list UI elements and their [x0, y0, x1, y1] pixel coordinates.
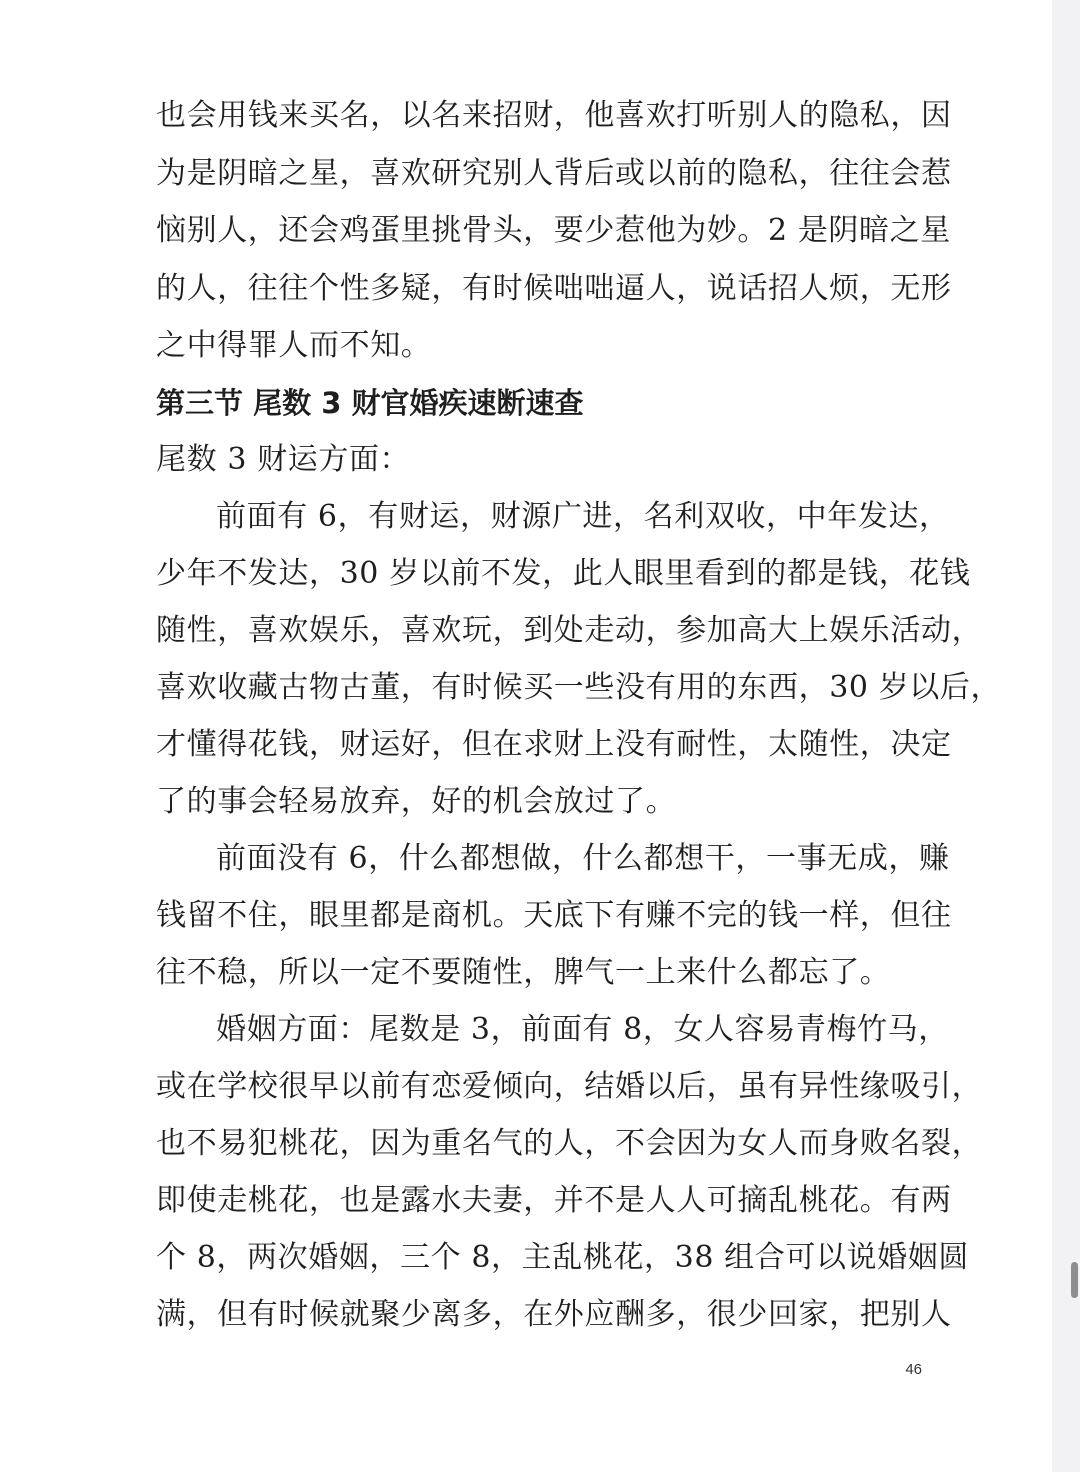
section-heading: 第三节 尾数 3 财官婚疾速断速查 [156, 386, 584, 420]
page-number: 46 [905, 1361, 922, 1378]
text-line: 的人，往往个性多疑，有时候咄咄逼人，说话招人烦，无形 [156, 271, 952, 306]
scrollbar-thumb[interactable] [1071, 1262, 1078, 1298]
text-line: 才懂得花钱，财运好，但在求财上没有耐性，太随性，决定 [156, 727, 952, 762]
text-line: 少年不发达，30 岁以前不发，此人眼里看到的都是钱，花钱 [156, 556, 971, 591]
text-line: 或在学校很早以前有恋爱倾向，结婚以后，虽有异性缘吸引， [156, 1069, 983, 1104]
scrollbar-track[interactable] [1052, 0, 1080, 1472]
text-line: 即使走桃花，也是露水夫妻，并不是人人可摘乱桃花。有两 [156, 1183, 952, 1218]
text-line: 个 8，两次婚姻，三个 8，主乱桃花，38 组合可以说婚姻圆 [156, 1240, 969, 1275]
text-line: 钱留不住，眼里都是商机。天底下有赚不完的钱一样，但往 [156, 898, 952, 933]
text-line: 喜欢收藏古物古董，有时候买一些没有用的东西，30 岁以后， [156, 670, 1002, 705]
text-line: 恼别人，还会鸡蛋里挑骨头，要少惹他为妙。2 是阴暗之星 [156, 213, 951, 248]
subheading: 尾数 3 财运方面： [156, 442, 411, 477]
text-line: 为是阴暗之星，喜欢研究别人背后或以前的隐私，往往会惹 [156, 156, 952, 191]
text-line: 满，但有时候就聚少离多，在外应酬多，很少回家，把别人 [156, 1297, 952, 1332]
paragraph-first-line: 婚姻方面：尾数是 3，前面有 8，女人容易青梅竹马， [216, 1012, 949, 1047]
text-line: 之中得罪人而不知。 [156, 328, 432, 363]
text-line: 也不易犯桃花，因为重名气的人，不会因为女人而身败名裂， [156, 1126, 983, 1161]
paragraph-first-line: 前面没有 6，什么都想做，什么都想干，一事无成，赚 [216, 841, 950, 876]
text-line: 往不稳，所以一定不要随性，脾气一上来什么都忘了。 [156, 955, 891, 990]
text-line: 随性，喜欢娱乐，喜欢玩，到处走动，参加高大上娱乐活动， [156, 613, 983, 648]
text-line: 也会用钱来买名，以名来招财，他喜欢打听别人的隐私，因 [156, 98, 952, 133]
paragraph-first-line: 前面有 6，有财运，财源广进，名利双收，中年发达， [216, 499, 950, 534]
text-line: 了的事会轻易放弃，好的机会放过了。 [156, 784, 677, 819]
